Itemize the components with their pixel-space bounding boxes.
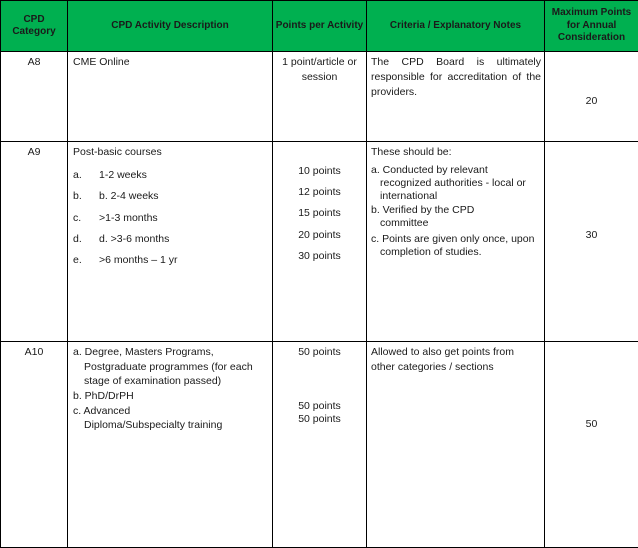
- table-row-a8: [1, 52, 638, 142]
- points-value: 50 points: [273, 413, 366, 426]
- criteria-item: a. Conducted by relevant recognized authorities - local or international: [371, 164, 541, 203]
- max-points-cell: 30: [545, 142, 638, 342]
- points-value: 20 points: [273, 228, 366, 243]
- description-title: Post-basic courses: [73, 145, 268, 160]
- table-row-a9: [1, 142, 638, 342]
- category-cell: A10: [1, 342, 68, 548]
- spacer: [273, 360, 366, 400]
- header-criteria: Criteria / Explanatory Notes: [367, 1, 545, 52]
- criteria-cell: [367, 142, 545, 342]
- list-item: a. 1-2 weeks: [73, 168, 268, 183]
- max-points-cell: 20: [545, 52, 638, 142]
- criteria-intro: These should be:: [371, 145, 541, 160]
- header-row: [1, 1, 638, 52]
- list-item: c. Advanced Diploma/Subspecialty training: [73, 404, 268, 433]
- list-item: e. >6 months – 1 yr: [73, 253, 268, 268]
- program-list: [73, 345, 268, 433]
- points-value: 30 points: [273, 249, 366, 264]
- points-value: 12 points: [273, 185, 366, 200]
- points-cell: [273, 342, 367, 548]
- max-points-cell: 50: [545, 342, 638, 548]
- table-row-a10: [1, 342, 638, 548]
- header-max-points: Maximum Points for Annual Consideration: [545, 1, 638, 52]
- criteria-item: b. Verified by the CPD committee: [371, 204, 541, 230]
- header-description: CPD Activity Description: [68, 1, 273, 52]
- description-cell: [68, 342, 273, 548]
- points-value: 10 points: [273, 164, 366, 179]
- points-cell: 1 point/article or session: [273, 52, 367, 142]
- criteria-cell: The CPD Board is ultimately responsible for accreditation of the providers.: [367, 52, 545, 142]
- list-item: d. d. >3-6 months: [73, 232, 268, 247]
- list-item: b. b. 2-4 weeks: [73, 189, 268, 204]
- criteria-cell: Allowed to also get points from other categories / sections: [367, 342, 545, 548]
- points-cell: [273, 142, 367, 342]
- points-value: 50 points: [273, 400, 366, 413]
- duration-list: [73, 168, 268, 268]
- criteria-item: c. Points are given only once, upon completion of studies.: [371, 233, 541, 259]
- category-cell: A9: [1, 142, 68, 342]
- description-cell: CME Online: [68, 52, 273, 142]
- list-item: c. >1-3 months: [73, 211, 268, 226]
- description-cell: [68, 142, 273, 342]
- list-item: a. Degree, Masters Programs, Postgraduate programmes (for each stage of examination passed): [73, 345, 268, 389]
- points-value: 50 points: [273, 345, 366, 360]
- points-value: 15 points: [273, 206, 366, 221]
- header-points: Points per Activity: [273, 1, 367, 52]
- header-category: CPD Category: [1, 1, 68, 52]
- category-cell: A8: [1, 52, 68, 142]
- list-item: b. PhD/DrPH: [73, 389, 268, 404]
